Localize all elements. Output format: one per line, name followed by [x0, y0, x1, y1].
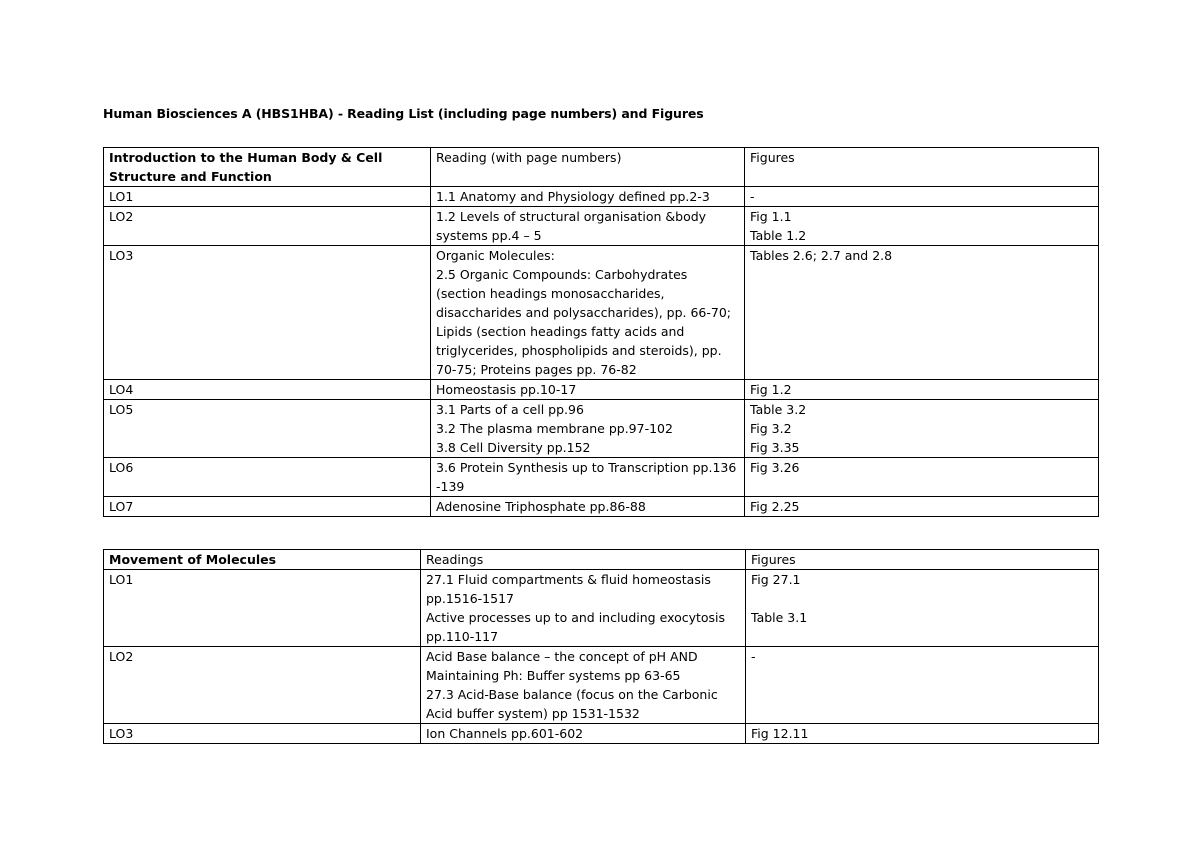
table-row [104, 570, 1099, 647]
lo-cell: LO4 [104, 380, 431, 400]
topic-header: Introduction to the Human Body & Cell Structure and Function [104, 148, 431, 187]
reading-cell [431, 400, 745, 458]
figures-cell [745, 207, 1099, 246]
figures-cell: Fig 1.2 [745, 380, 1099, 400]
page-title: Human Biosciences A (HBS1HBA) - Reading List (including page numbers) and Figures [103, 106, 704, 121]
table-row [104, 400, 1099, 458]
table-row [104, 497, 1099, 517]
reading-cell [431, 246, 745, 380]
reading-cell: 1.1 Anatomy and Physiology defined pp.2-3 [431, 187, 745, 207]
topic-header: Movement of Molecules [104, 550, 421, 570]
table-row [104, 458, 1099, 497]
reading-cell [421, 570, 746, 647]
figures-cell: Fig 3.26 [745, 458, 1099, 497]
figures-cell: Fig 12.11 [746, 724, 1099, 744]
reading-heading: Organic Molecules: [436, 248, 555, 263]
reading-cell [421, 647, 746, 724]
reading-item: 3.1 Parts of a cell pp.96 [436, 402, 584, 417]
figure-ref: Fig 3.35 [750, 440, 800, 455]
reading-table-intro [103, 147, 1099, 517]
reading-cell: Ion Channels pp.601-602 [421, 724, 746, 744]
table-row [104, 187, 1099, 207]
lo-cell: LO7 [104, 497, 431, 517]
reading-header: Readings [421, 550, 746, 570]
figure-ref: Fig 3.2 [750, 421, 792, 436]
figure-ref: Table 1.2 [750, 228, 807, 243]
figures-cell [745, 400, 1099, 458]
reading-cell: Homeostasis pp.10-17 [431, 380, 745, 400]
reading-item: 27.1 Fluid compartments & fluid homeostasis pp.1516-1517 [426, 572, 711, 606]
table-row [104, 207, 1099, 246]
table-header-row [104, 550, 1099, 570]
figure-ref: Fig 27.1 [751, 572, 801, 587]
table-header-row [104, 148, 1099, 187]
reading-cell: 3.6 Protein Synthesis up to Transcription pp.136 -139 [431, 458, 745, 497]
lo-cell: LO2 [104, 207, 431, 246]
figures-cell [746, 570, 1099, 647]
reading-item: Active processes up to and including exocytosis pp.110-117 [426, 610, 726, 644]
lo-cell: LO5 [104, 400, 431, 458]
lo-cell: LO1 [104, 187, 431, 207]
table-row [104, 724, 1099, 744]
lo-cell: LO3 [104, 724, 421, 744]
figures-cell: Fig 2.25 [745, 497, 1099, 517]
lo-cell: LO3 [104, 246, 431, 380]
table-row [104, 246, 1099, 380]
figures-cell: - [745, 187, 1099, 207]
reading-item: 3.2 The plasma membrane pp.97-102 [436, 421, 673, 436]
reading-table-movement [103, 549, 1099, 744]
lo-cell: LO2 [104, 647, 421, 724]
reading-cell: Adenosine Triphosphate pp.86-88 [431, 497, 745, 517]
lo-cell: LO6 [104, 458, 431, 497]
figures-cell: Tables 2.6; 2.7 and 2.8 [745, 246, 1099, 380]
figure-ref: Table 3.2 [750, 402, 807, 417]
reading-item: 3.8 Cell Diversity pp.152 [436, 440, 591, 455]
reading-item: 2.5 Organic Compounds: Carbohydrates (section headings monosaccharides, disaccharides and polysaccharides), pp. 66-70; Lipids (section headings fatty acids and triglycerides, phospholipids and steroids), pp. 70-75; Proteins pages pp. 76-82 [436, 267, 731, 377]
table-row [104, 647, 1099, 724]
table-row [104, 380, 1099, 400]
reading-cell: 1.2 Levels of structural organisation &body systems pp.4 – 5 [431, 207, 745, 246]
figures-cell: - [746, 647, 1099, 724]
reading-header: Reading (with page numbers) [431, 148, 745, 187]
lo-cell: LO1 [104, 570, 421, 647]
figures-header: Figures [746, 550, 1099, 570]
spacer [751, 589, 1093, 608]
figure-ref: Table 3.1 [751, 610, 808, 625]
figures-header: Figures [745, 148, 1099, 187]
reading-item: 27.3 Acid-Base balance (focus on the Carbonic Acid buffer system) pp 1531-1532 [426, 687, 718, 721]
figure-ref: Fig 1.1 [750, 209, 792, 224]
reading-item: Acid Base balance – the concept of pH AND Maintaining Ph: Buffer systems pp 63-65 [426, 649, 698, 683]
